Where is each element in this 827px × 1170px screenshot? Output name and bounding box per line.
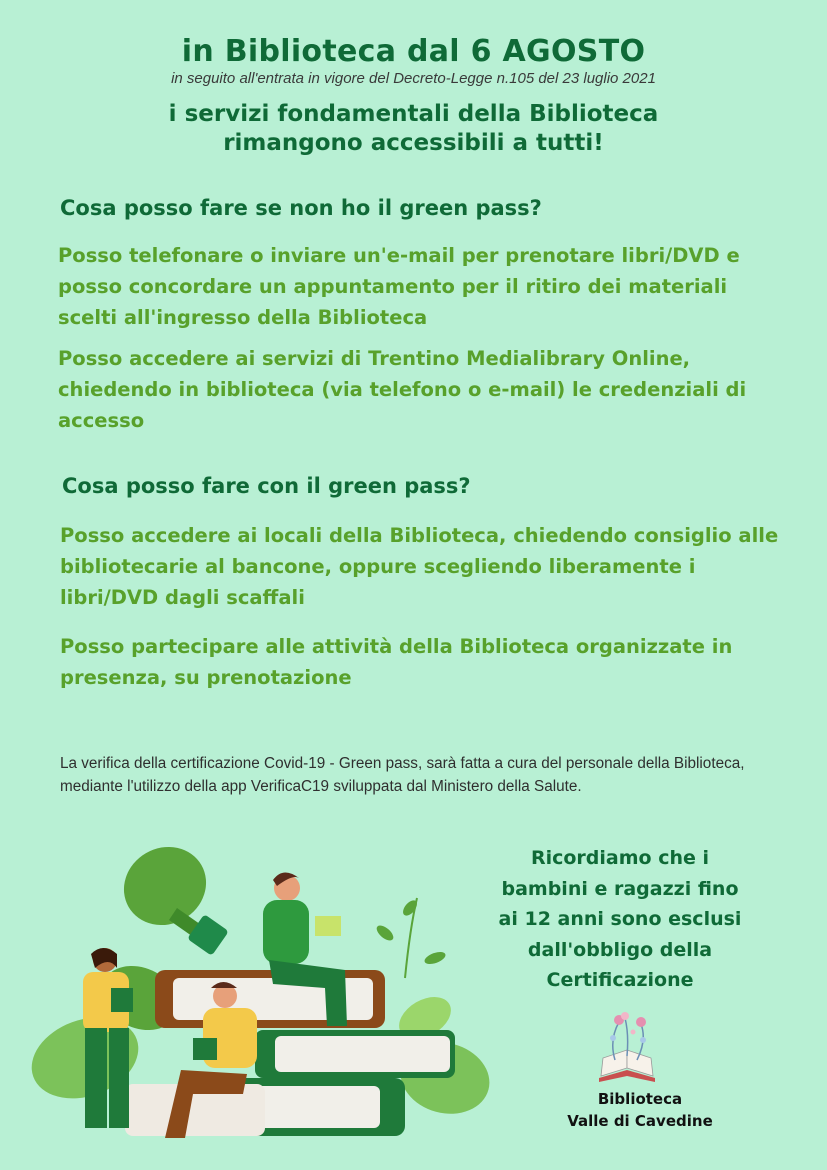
verification-note: La verifica della certificazione Covid-19 - Green pass, sarà fatta a cura del personale della Biblioteca, mediante l'utilizzo della app VerificaC19 sviluppata dal Ministero della Salute. [60,755,745,795]
library-name-line: Biblioteca [597,1090,683,1108]
reminder-line: ai 12 anni sono esclusi [498,908,742,930]
headline [0,100,827,158]
reminder-line: bambini e ragazzi fino [501,877,739,900]
library-name [540,1088,740,1132]
answer-with-pass-2: Posso partecipare alle attività della Biblioteca organizzate in presenza, su prenotazione [60,635,733,689]
answer-no-pass-2: Posso accedere ai servizi di Trentino Medialibrary Online, chiedendo in biblioteca (via telefono o e-mail) le credenziali di accesso [58,347,747,432]
answer-with-pass-1: Posso accedere ai locali della Biblioteca, chiedendo consiglio alle bibliotecarie al bancone, oppure scegliendo liberamente i libri/DVD dagli scaffali [60,524,779,609]
headline-line: rimangono accessibili a tutti! [223,130,604,156]
reminder-line: Ricordiamo che i [530,847,710,869]
question-no-pass: Cosa posso fare se non ho il green pass? [60,196,542,220]
page-subtitle: in seguito all'entrata in vigore del Decreto-Legge n.105 del 23 luglio 2021 [171,70,656,87]
lightbulb-icon [110,838,229,956]
answer-no-pass-1: Posso telefonare o inviare un'e-mail per prenotare libri/DVD e posso concordare un appuntamento per il ritiro dei materiali scelti all'ingresso della Biblioteca [58,244,740,329]
page-title: in Biblioteca dal 6 AGOSTO [181,34,646,69]
headline-line: i servizi fondamentali della Biblioteca [168,101,659,127]
children-reminder [480,843,760,996]
reminder-line: Certificazione [546,969,694,991]
reminder-line: dall'obbligo della [527,938,713,961]
book-stack-illustration [25,838,495,1148]
question-with-pass: Cosa posso fare con il green pass? [62,474,471,498]
library-name-line: Valle di Cavedine [567,1112,713,1130]
library-logo [595,1010,659,1086]
